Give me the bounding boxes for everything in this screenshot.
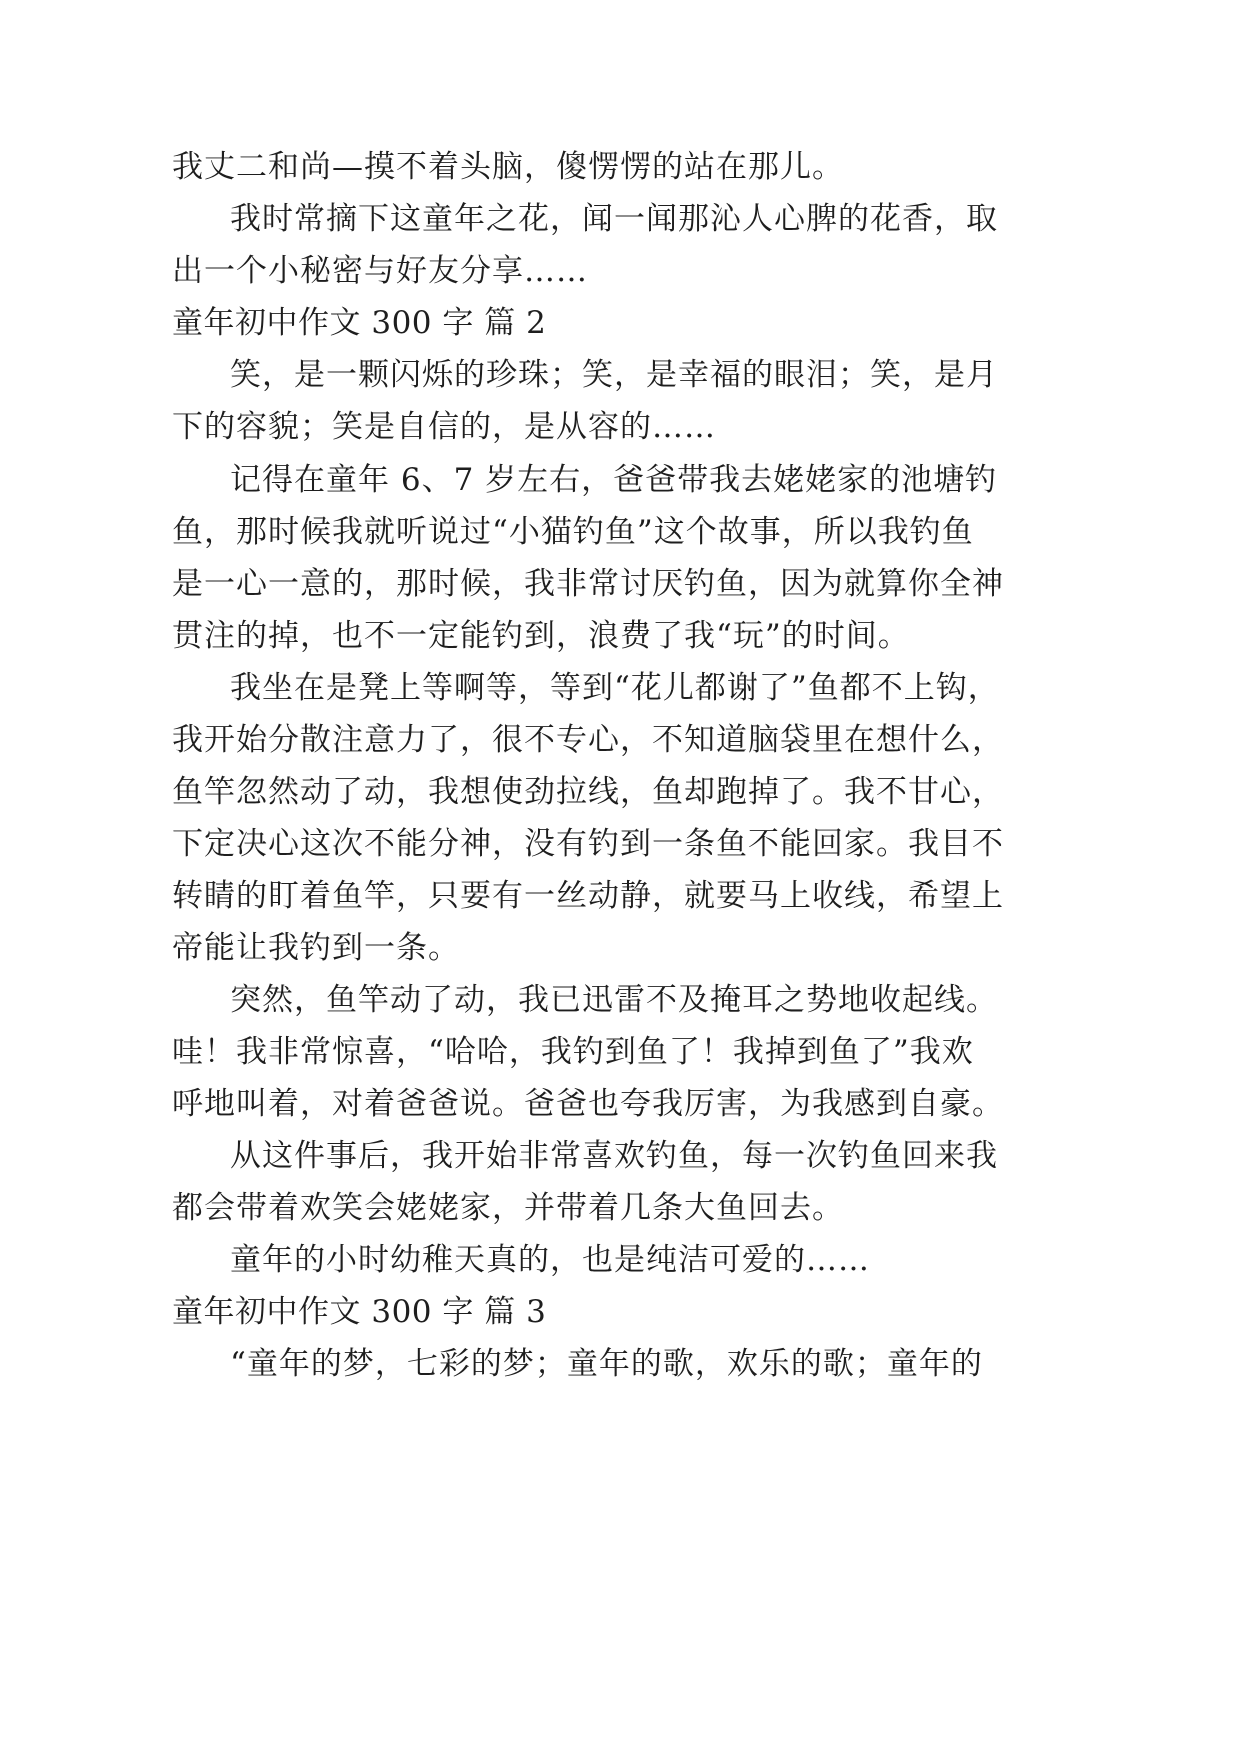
- body-line: 帝能让我钓到一条。: [172, 930, 460, 966]
- paragraph-first-line: 突然，鱼竿动了动，我已迅雷不及掩耳之势地收起线。: [230, 982, 998, 1018]
- body-line: 贯注的掉，也不一定能钓到，浪费了我“玩”的时间。: [172, 618, 910, 654]
- paragraph-first-line: 记得在童年 6、7 岁左右，爸爸带我去姥姥家的池塘钓: [230, 462, 998, 498]
- paragraph-first-line: “童年的梦，七彩的梦；童年的歌，欢乐的歌；童年的: [230, 1346, 983, 1382]
- body-line: 呼地叫着，对着爸爸说。爸爸也夸我厉害，为我感到自豪。: [172, 1086, 1004, 1122]
- body-line: 是一心一意的，那时候，我非常讨厌钓鱼，因为就算你全神: [172, 566, 1004, 602]
- body-line: 下的容貌；笑是自信的，是从容的……: [172, 409, 716, 445]
- paragraph-first-line: 笑，是一颗闪烁的珍珠；笑，是幸福的眼泪；笑，是月: [230, 357, 998, 393]
- body-line: 转睛的盯着鱼竿，只要有一丝动静，就要马上收线，希望上: [172, 878, 1004, 914]
- body-line: 出一个小秘密与好友分享……: [172, 253, 588, 289]
- paragraph-first-line: 我坐在是凳上等啊等，等到“花儿都谢了”鱼都不上钩，: [230, 670, 1000, 706]
- body-line: 哇！我非常惊喜，“哈哈，我钓到鱼了！我掉到鱼了”我欢: [172, 1034, 974, 1070]
- paragraph-first-line: 我时常摘下这童年之花，闻一闻那沁人心脾的花香，取: [230, 201, 998, 237]
- body-line: 鱼，那时候我就听说过“小猫钓鱼”这个故事，所以我钓鱼: [172, 514, 974, 550]
- body-line: 鱼竿忽然动了动，我想使劲拉线，鱼却跑掉了。我不甘心，: [172, 774, 1004, 810]
- paragraph-first-line: 童年的小时幼稚天真的，也是纯洁可爱的……: [230, 1242, 870, 1278]
- paragraph-first-line: 从这件事后，我开始非常喜欢钓鱼，每一次钓鱼回来我: [230, 1138, 998, 1174]
- section-heading: 童年初中作文 300 字 篇 2: [172, 305, 547, 341]
- body-line: 都会带着欢笑会姥姥家，并带着几条大鱼回去。: [172, 1190, 844, 1226]
- body-line: 我开始分散注意力了，很不专心，不知道脑袋里在想什么，: [172, 722, 1004, 758]
- body-line: 下定决心这次不能分神，没有钓到一条鱼不能回家。我目不: [172, 826, 1004, 862]
- section-heading: 童年初中作文 300 字 篇 3: [172, 1294, 547, 1330]
- body-line: 我丈二和尚—摸不着头脑，傻愣愣的站在那儿。: [172, 149, 844, 185]
